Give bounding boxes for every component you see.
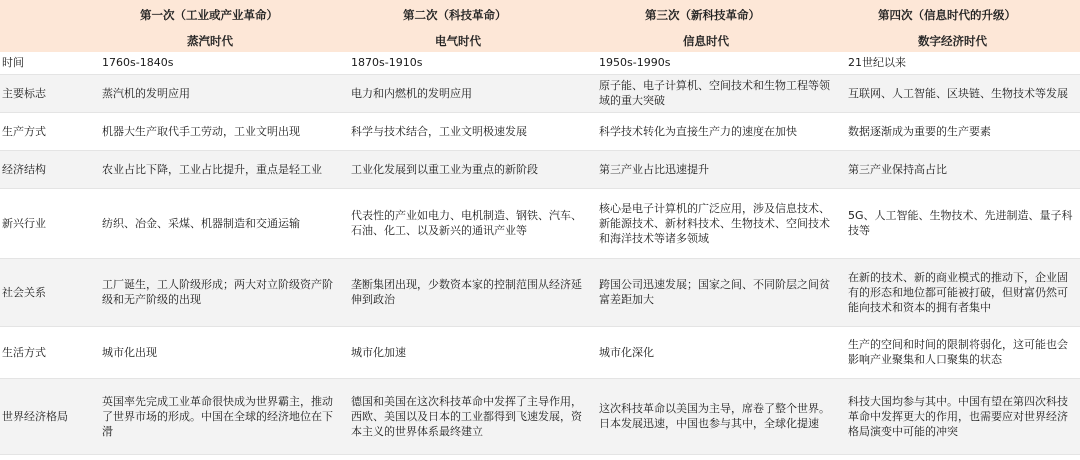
- table-cell: 科学技术转化为直接生产力的速度在加快: [591, 112, 840, 150]
- table-cell: 1950s-1990s: [591, 52, 840, 74]
- row-social-relations: [0, 258, 1080, 326]
- header-title-first: 第一次（工业或产业革命）: [94, 0, 343, 30]
- table-cell: 城市化加速: [343, 326, 591, 378]
- table-cell: 这次科技革命以美国为主导，席卷了整个世界。日本发展迅速，中国也参与其中，全球化提速: [591, 378, 840, 454]
- header-corner-sub: [0, 30, 94, 52]
- row-emerging-industries: [0, 188, 1080, 258]
- table-cell: 5G、人工智能、生物技术、先进制造、量子科技等: [840, 188, 1080, 258]
- header-title-fourth: 第四次（信息时代的升级）: [840, 0, 1080, 30]
- table-cell: 代表性的产业如电力、电机制造、钢铁、汽车、石油、化工、以及新兴的通讯产业等: [343, 188, 591, 258]
- row-label: 时间: [0, 52, 94, 74]
- table-cell: 互联网、人工智能、区块链、生物技术等发展: [840, 74, 1080, 112]
- row-label: 世界经济格局: [0, 378, 94, 454]
- table-cell: 纺织、冶金、采煤、机器制造和交通运输: [94, 188, 343, 258]
- row-label: 主要标志: [0, 74, 94, 112]
- table-cell: 农业占比下降，工业占比提升，重点是轻工业: [94, 150, 343, 188]
- row-label: 经济结构: [0, 150, 94, 188]
- table-cell: 工厂诞生，工人阶级形成；两大对立阶级资产阶级和无产阶级的出现: [94, 258, 343, 326]
- table-cell: 蒸汽机的发明应用: [94, 74, 343, 112]
- table-cell: 核心是电子计算机的广泛应用，涉及信息技术、新能源技术、新材料技术、生物技术、空间技术和海洋技术等诸多领域: [591, 188, 840, 258]
- table-cell: 德国和美国在这次科技革命中发挥了主导作用，西欧、美国以及日本的工业都得到飞速发展，资本主义的世界体系最终建立: [343, 378, 591, 454]
- row-label: 新兴行业: [0, 188, 94, 258]
- table-cell: 第三产业占比迅速提升: [591, 150, 840, 188]
- header-title-third: 第三次（新科技革命）: [591, 0, 840, 30]
- table-cell: 生产的空间和时间的限制将弱化，这可能也会影响产业聚集和人口聚集的状态: [840, 326, 1080, 378]
- header-title-row: [0, 0, 1080, 30]
- table-cell: 城市化出现: [94, 326, 343, 378]
- table-cell: 机器大生产取代手工劳动，工业文明出现: [94, 112, 343, 150]
- table-cell: 原子能、电子计算机、空间技术和生物工程等领域的重大突破: [591, 74, 840, 112]
- table-cell: 英国率先完成工业革命很快成为世界霸主，推动了世界市场的形成。中国在全球的经济地位在下滑: [94, 378, 343, 454]
- table-cell: 在新的技术、新的商业模式的推动下，企业固有的形态和地位都可能被打破，但财富仍然可能向技术和资本的拥有者集中: [840, 258, 1080, 326]
- header-title-second: 第二次（科技革命）: [343, 0, 591, 30]
- header-subtitle-second: 电气时代: [343, 30, 591, 52]
- row-production-mode: [0, 112, 1080, 150]
- table-cell: 1760s-1840s: [94, 52, 343, 74]
- row-world-economic-pattern: [0, 378, 1080, 454]
- row-label: 社会关系: [0, 258, 94, 326]
- row-main-marks: [0, 74, 1080, 112]
- table-cell: 21世纪以来: [840, 52, 1080, 74]
- table-cell: 跨国公司迅速发展；国家之间、不同阶层之间贫富差距加大: [591, 258, 840, 326]
- table-cell: 1870s-1910s: [343, 52, 591, 74]
- header-subtitle-first: 蒸汽时代: [94, 30, 343, 52]
- row-lifestyle: [0, 326, 1080, 378]
- header-corner: [0, 0, 94, 30]
- table-cell: 数据逐渐成为重要的生产要素: [840, 112, 1080, 150]
- table-body: [0, 52, 1080, 454]
- table-cell: 第三产业保持高占比: [840, 150, 1080, 188]
- row-label: 生活方式: [0, 326, 94, 378]
- table-cell: 科学与技术结合，工业文明极速发展: [343, 112, 591, 150]
- table-cell: 工业化发展到以重工业为重点的新阶段: [343, 150, 591, 188]
- row-economic-structure: [0, 150, 1080, 188]
- table-cell: 电力和内燃机的发明应用: [343, 74, 591, 112]
- table-cell: 城市化深化: [591, 326, 840, 378]
- table-cell: 科技大国均参与其中。中国有望在第四次科技革命中发挥更大的作用，也需要应对世界经济格局演变中可能的冲突: [840, 378, 1080, 454]
- header-subtitle-row: [0, 30, 1080, 52]
- header-subtitle-fourth: 数字经济时代: [840, 30, 1080, 52]
- row-label: 生产方式: [0, 112, 94, 150]
- table-header: [0, 0, 1080, 52]
- header-subtitle-third: 信息时代: [591, 30, 840, 52]
- row-time: [0, 52, 1080, 74]
- table-cell: 垄断集团出现，少数资本家的控制范围从经济延伸到政治: [343, 258, 591, 326]
